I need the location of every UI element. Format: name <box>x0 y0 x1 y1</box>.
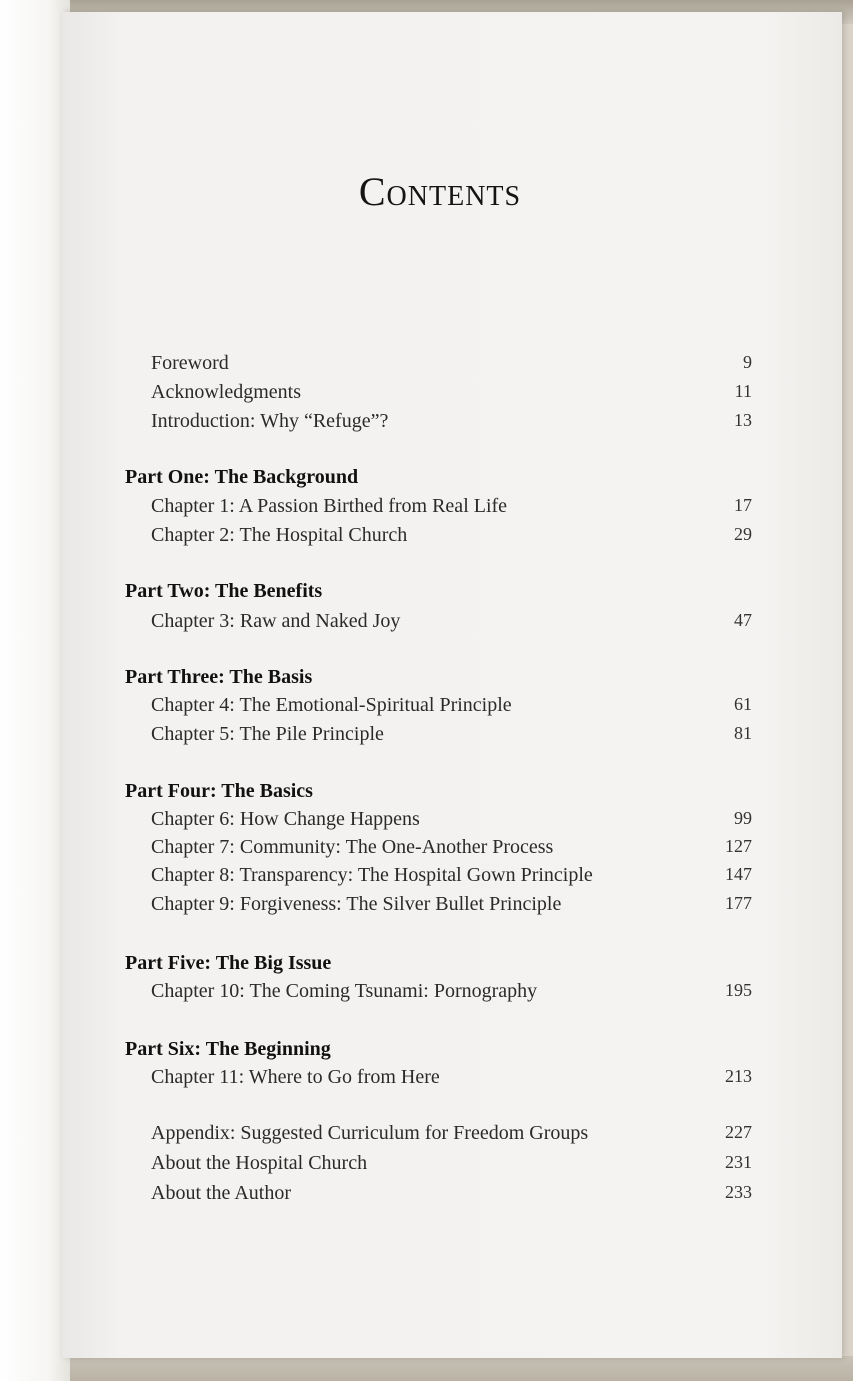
toc-page-number: 17 <box>734 495 752 515</box>
toc-page-number: 47 <box>734 610 752 630</box>
toc-part-heading[interactable] <box>0 580 853 610</box>
toc-entry-label: About the Hospital Church <box>151 1152 368 1174</box>
toc-part-heading[interactable] <box>0 1038 853 1068</box>
toc-entry-label: Chapter 10: The Coming Tsunami: Pornography <box>151 980 538 1002</box>
toc-entry-acknowledgments[interactable] <box>0 381 853 411</box>
toc-entry-label: Chapter 3: Raw and Naked Joy <box>151 610 401 632</box>
toc-entry-label: Chapter 8: Transparency: The Hospital Gown Principle <box>151 864 593 886</box>
toc-entry-appendix[interactable] <box>0 1122 853 1152</box>
toc-entry-label: Chapter 11: Where to Go from Here <box>151 1066 440 1088</box>
toc-entry-label: Chapter 5: The Pile Principle <box>151 723 384 745</box>
toc-page-number: 213 <box>725 1066 752 1086</box>
toc-page-number: 9 <box>743 352 752 372</box>
toc-part-heading[interactable] <box>0 780 853 810</box>
toc-page-number: 147 <box>725 864 752 884</box>
backdrop-bottom <box>0 1356 853 1381</box>
toc-chapter-entry[interactable] <box>0 495 853 525</box>
toc-part-title: Part Six: The Beginning <box>125 1038 331 1060</box>
toc-entry-label: Introduction: Why “Refuge”? <box>151 410 389 432</box>
toc-part-heading[interactable] <box>0 666 853 696</box>
toc-entry-label: Chapter 2: The Hospital Church <box>151 524 408 546</box>
toc-part-heading[interactable] <box>0 466 853 496</box>
page-title: Contents <box>358 169 522 214</box>
toc-chapter-entry[interactable] <box>0 980 853 1010</box>
toc-page-number: 11 <box>734 381 752 401</box>
toc-chapter-entry[interactable] <box>0 610 853 640</box>
toc-part-title: Part Two: The Benefits <box>125 580 323 602</box>
toc-page-number: 99 <box>734 808 752 828</box>
toc-entry-label: Foreword <box>151 352 229 374</box>
toc-entry-label: Chapter 7: Community: The One-Another Process <box>151 836 554 858</box>
toc-chapter-entry[interactable] <box>0 893 853 923</box>
toc-chapter-entry[interactable] <box>0 723 853 753</box>
toc-chapter-entry[interactable] <box>0 836 853 866</box>
toc-page-number: 195 <box>725 980 752 1000</box>
toc-page-number: 127 <box>725 836 752 856</box>
toc-entry-introduction[interactable] <box>0 410 853 440</box>
toc-page-number: 177 <box>725 893 752 913</box>
toc-part-title: Part One: The Background <box>125 466 359 488</box>
toc-chapter-entry[interactable] <box>0 864 853 894</box>
toc-page-number: 233 <box>725 1182 752 1202</box>
toc-part-heading[interactable] <box>0 952 853 982</box>
toc-page-number: 81 <box>734 723 752 743</box>
toc-page-number: 227 <box>725 1122 752 1142</box>
toc-chapter-entry[interactable] <box>0 1066 853 1096</box>
toc-part-title: Part Five: The Big Issue <box>125 952 332 974</box>
toc-page-number: 61 <box>734 694 752 714</box>
toc-entry-about-author[interactable] <box>0 1182 853 1212</box>
toc-entry-label: Chapter 6: How Change Happens <box>151 808 420 830</box>
toc-entry-label: Chapter 4: The Emotional-Spiritual Principle <box>151 694 512 716</box>
toc-entry-label: Chapter 1: A Passion Birthed from Real Life <box>151 495 508 517</box>
toc-entry-foreword[interactable] <box>0 352 853 382</box>
toc-entry-label: Appendix: Suggested Curriculum for Freedom Groups <box>151 1122 589 1144</box>
toc-chapter-entry[interactable] <box>0 808 853 838</box>
toc-entry-about-church[interactable] <box>0 1152 853 1182</box>
toc-part-title: Part Four: The Basics <box>125 780 313 802</box>
toc-entry-label: About the Author <box>151 1182 291 1204</box>
toc-page-number: 13 <box>734 410 752 430</box>
toc-chapter-entry[interactable] <box>0 524 853 554</box>
toc-entry-label: Chapter 9: Forgiveness: The Silver Bullet Principle <box>151 893 562 915</box>
toc-part-title: Part Three: The Basis <box>125 666 313 688</box>
toc-page-number: 231 <box>725 1152 752 1172</box>
toc-entry-label: Acknowledgments <box>151 381 301 403</box>
toc-page-number: 29 <box>734 524 752 544</box>
toc-chapter-entry[interactable] <box>0 694 853 724</box>
